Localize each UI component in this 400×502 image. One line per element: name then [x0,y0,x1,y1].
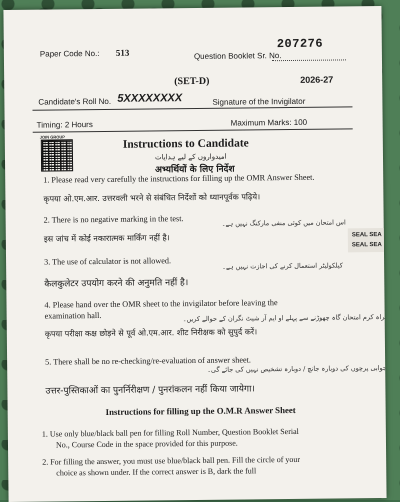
roll-no-label: Candidate's Roll No. [38,96,112,107]
instruction-4-hi: कृपया परीक्षा कक्ष छोड़ने से पूर्व ओ.एम.आर. शीट निरीक्षक को सुपुर्द करें। [44,327,258,339]
divider [32,106,352,110]
paper-code-label: Paper Code No.: [39,48,100,59]
session-year: 2026-27 [300,74,334,85]
instructions-title-hindi: अभ्यर्थियों के लिए निर्देश [155,164,235,176]
set-label: (SET-D) [174,75,210,88]
omr-instructions-title: Instructions for filling up the O.M.R Answer Sheet [105,404,296,417]
instruction-4-en: 4. Please hand over the OMR sheet to the invigilator before leaving the [44,298,278,310]
exam-sheet [3,6,386,502]
invigilator-signature-label: Signature of the Invigilator [212,96,306,107]
instruction-4-en-cont: examination hall. [44,310,102,321]
omr-instruction-2: 2. For filling the answer, you must use blue/black ball pen. Fill the circle of your [42,454,301,467]
instruction-5-en: 5. There shall be no re-checking/re-evaluation of answer sheet. [45,355,251,367]
booklet-no-label: Question Booklet Sr. No. [193,51,282,62]
instruction-1-en: 1. Please read very carefully the instructions for filling up the OMR Answer Sheet. [43,172,315,185]
instruction-5-hi: उत्तर-पुस्तिकाओं का पुनर्निरीक्षण / पुनरांकलन नहीं किया जायेगा। [45,384,255,397]
seal-strip [348,228,386,252]
booklet-no-dotted-line [272,59,346,61]
seal-text: SEAL SEA [351,242,382,249]
booklet-no-value: 207276 [276,36,324,52]
seal-text: SEAL SEA [351,232,382,239]
omr-instruction-2-cont: choice as shown under. If the correct answer is B, dark the full [56,466,257,478]
instruction-3-ur: کیلکولیٹر استعمال کرنے کی اجازت نہیں ہے۔ [222,261,343,271]
instruction-4-ur: براہ کرم امتحان گاہ چھوڑنے سے پہلے او ایم آر شیٹ نگران کے حوالے کریں۔ [182,312,387,324]
instruction-2-en: 2. There is no negative marking in the test. [43,214,184,225]
paper-code-value: 513 [115,47,130,58]
max-marks: Maximum Marks: 100 [230,117,308,128]
instruction-2-hi: इस जांच में कोई नकारात्मक मार्किंग नहीं है। [43,233,170,244]
instruction-2-ur: اس امتحان میں کوئی منفی مارکنگ نہیں ہے۔ [221,218,346,228]
qr-label: JOIN GROUP [39,134,65,140]
qr-code-icon [41,139,73,171]
roll-no-value: 5XXXXXXXX [117,92,183,105]
omr-instruction-1: 1. Use only blue/black ball pen for filling Roll Number, Question Booklet Serial [41,426,299,439]
instruction-1-hi: कृपया ओ.एम.आर. उत्तरवली भरने से संबंधित निर्देशों को ध्यानपूर्वक पढ़िये। [43,192,261,204]
omr-instruction-1-cont: No., Course Code in the space provided for this purpose. [55,438,238,450]
instruction-3-en: 3. The use of calculator is not allowed. [44,256,172,267]
instruction-5-ur: جوابی پرچوں کی دوبارہ جانچ / دوبارہ تشخیص نہیں کی جائے گی۔ [207,363,387,374]
instructions-title-urdu: امیدواروں کے لیے ہدایات [154,152,227,162]
instructions-title: Instructions to Candidate [122,137,249,151]
timing: Timing: 2 Hours [36,120,93,130]
instruction-3-hi: कैलकुलेटर उपयोग करने की अनुमति नहीं है। [44,278,189,290]
